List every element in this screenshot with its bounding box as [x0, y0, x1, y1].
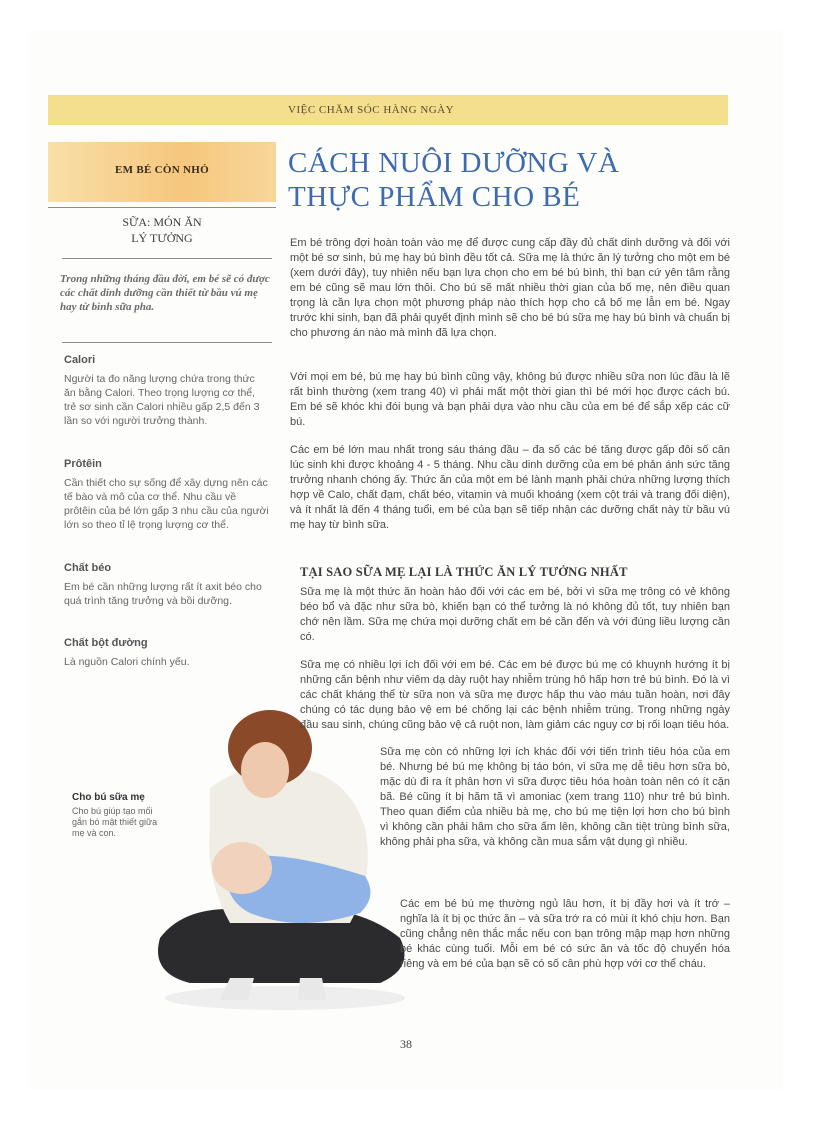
article-paragraph-6: Sữa mẹ còn có những lợi ích khác đối với tiến trình tiêu hóa của em bé. Nhưng bé bú mẹ không bị táo bón, vì sữa mẹ dễ tiêu hơn sữa bò, mặc dù đi ra ít phân hơn vì sữa được tiêu hóa hoàn toàn nên có ít cặn bã. Bé cũng ít bị hăm tã vì amoniac (xem trang 110) như trẻ bú bình. Theo quan điểm của nhiều bà mẹ, cho bú mẹ tiện lợi hơn cho bú bình vì không cần phải hâm cho sữa ấm lên, không cần tiệt trùng bình sữa, không phải pha sữa, và không cần mua sắm vật dụng gì nhiều. — [380, 746, 730, 848]
sidebar-intro: Trong những tháng đầu đời, em bé sẽ có được các chất dinh dưỡng cần thiết từ bầu vú mẹ hay từ bình sữa pha. — [60, 273, 270, 313]
sidebar-subtitle-line1: SỮA: MÓN ĂN — [122, 215, 202, 229]
sidebar-text-fat: Em bé cần những lượng rất ít axit béo cho quá trình tăng trưởng và bồi dưỡng. — [64, 581, 262, 607]
page-number: 38 — [400, 1037, 412, 1051]
article-title — [288, 146, 728, 214]
divider — [62, 342, 272, 343]
article-paragraph-2: Với mọi em bé, bú mẹ hay bú bình cũng vậy, không bú được nhiều sữa non lúc đầu là lẽ rất bình thường (xem trang 40) vì phải mất một thời gian thì bé mới học được cách bú. Em bé sẽ khóc khi đói bụng và bạn phải dựa vào nhu cầu của em bé để sắp xếp các cữ bú. — [290, 371, 730, 428]
sidebar-heading-calori: Calori — [64, 354, 96, 366]
sidebar-heading-fat: Chất béo — [64, 562, 112, 574]
sidebar-heading-protein: Prôtêin — [64, 458, 102, 470]
article-paragraph-7: Các em bé bú mẹ thường ngủ lâu hơn, ít bị đầy hơi và ít trớ – nghĩa là ít bị ọc thức ăn – và sữa trớ ra có mùi ít khó chịu hơn. Bạn cũng chẳng nên thắc mắc nếu con bạn trông mập mạp hơn những bé khác cùng tuổi. Mỗi em bé có sức ăn và tốc độ chuyển hóa riêng và em bé của bạn sẽ có số cân phù hợp với cơ thể cháu. — [400, 898, 730, 970]
sidebar-text-carbs: Là nguồn Calori chính yếu. — [64, 656, 190, 668]
sidebar-subtitle — [48, 214, 276, 246]
photo-caption-text: Cho bú giúp tạo mối gắn bó mật thiết giữa mẹ và con. — [72, 806, 158, 838]
sidebar-text-protein: Cần thiết cho sự sống để xây dựng nên các tế bào và mô của cơ thể. Nhu cầu về prôtêin của bé lớn gấp 3 nhu cầu của người lớn so theo tỉ lệ trọng lượng cơ thể. — [64, 477, 269, 531]
article-title-line2: THỰC PHẨM CHO BÉ — [288, 181, 581, 213]
sidebar-category-banner — [48, 142, 276, 202]
sidebar-text-calori: Người ta đo năng lượng chứa trong thức ăn bằng Calori. Theo trọng lượng cơ thể, trẻ sơ sinh cần Calori nhiều gấp 2,5 đến 3 lần so với người trưởng thành. — [64, 373, 260, 427]
section-header-bar — [48, 95, 728, 125]
divider — [62, 258, 272, 259]
photo-caption-title: Cho bú sữa mẹ — [72, 792, 145, 803]
section-heading: TẠI SAO SỮA MẸ LẠI LÀ THỨC ĂN LÝ TƯỞNG NHẤT — [300, 565, 628, 579]
article-paragraph-4: Sữa mẹ là một thức ăn hoàn hảo đối với các em bé, bởi vì sữa mẹ trông có vẻ không béo bổ và đặc như sữa bò, khiến bạn có thể tưởng là nó không đủ tốt, tuy nhiên bạn chớ nên lầm. Sữa mẹ chứa mọi dưỡng chất em bé cần đến và với đúng liều lượng cần có. — [300, 586, 730, 643]
article-paragraph-3: Các em bé lớn mau nhất trong sáu tháng đầu – đa số các bé tăng được gấp đôi số cân lúc sinh khi được khoảng 4 - 5 tháng. Nhu cầu dinh dưỡng của em bé phản ánh sức tăng trưởng nhanh chóng ấy. Thức ăn của một em bé lành mạnh phải chứa những lượng thích hợp về Calo, chất đạm, chất béo, vitamin và muối khoáng (xem cột trái và trang đối diện), và ít nhất là đến 4 tháng tuổi, em bé của bạn sẽ tiếp nhận các dưỡng chất này từ bầu vú mẹ hay từ bình sữa. — [290, 444, 730, 531]
sidebar-category: EM BÉ CÒN NHỎ — [114, 164, 210, 176]
section-label: VIỆC CHĂM SÓC HÀNG NGÀY — [288, 104, 455, 116]
article-paragraph-5: Sữa mẹ có nhiều lợi ích đối với em bé. Các em bé được bú mẹ có khuynh hướng ít bị những căn bệnh như viêm dạ dày ruột hay nhiễm trùng hô hấp hơn trẻ bú bình. Đó là vì các chất kháng thể từ sữa non và sữa mẹ được hấp thu vào máu tuần hoàn, nơi đây chúng có tác dụng bảo vệ em bé chống lại các bệnh nhiễm trùng. Trong những ngày đầu sau sinh, chúng cũng bảo vệ cả ruột non, làm giảm các nguy cơ bị rối loạn tiêu hóa. — [300, 659, 730, 731]
divider — [48, 207, 276, 208]
sidebar-subtitle-line2: LÝ TƯỞNG — [131, 231, 193, 245]
article-title-line1: CÁCH NUÔI DƯỠNG VÀ — [288, 147, 620, 179]
sidebar-heading-carbs: Chất bột đường — [64, 637, 148, 649]
article-paragraph-1: Em bé trông đợi hoàn toàn vào mẹ để được cung cấp đầy đủ chất dinh dưỡng và đối với một bé sơ sinh, bú mẹ hay bú bình đều tốt cả. Sữa mẹ là thức ăn lý tưởng cho một em bé (xem dưới đây), tuy nhiên nếu bạn lựa chọn cho em bé bú bình, thì bạn cứ yên tâm rằng em bé cũng sẽ mau lớn thôi. Cho bú sẽ mất nhiều thời gian của bố mẹ, nên điều quan trọng là cần lựa chọn một phương pháp nào thích hợp cho cả bố mẹ lẫn em bé. Ngay trước khi sinh, bạn đã phải quyết định mình sẽ cho bé bú sữa mẹ hay bú bình và chuẩn bị cho phương án nào mà mình đã lựa chọn. — [290, 237, 730, 339]
